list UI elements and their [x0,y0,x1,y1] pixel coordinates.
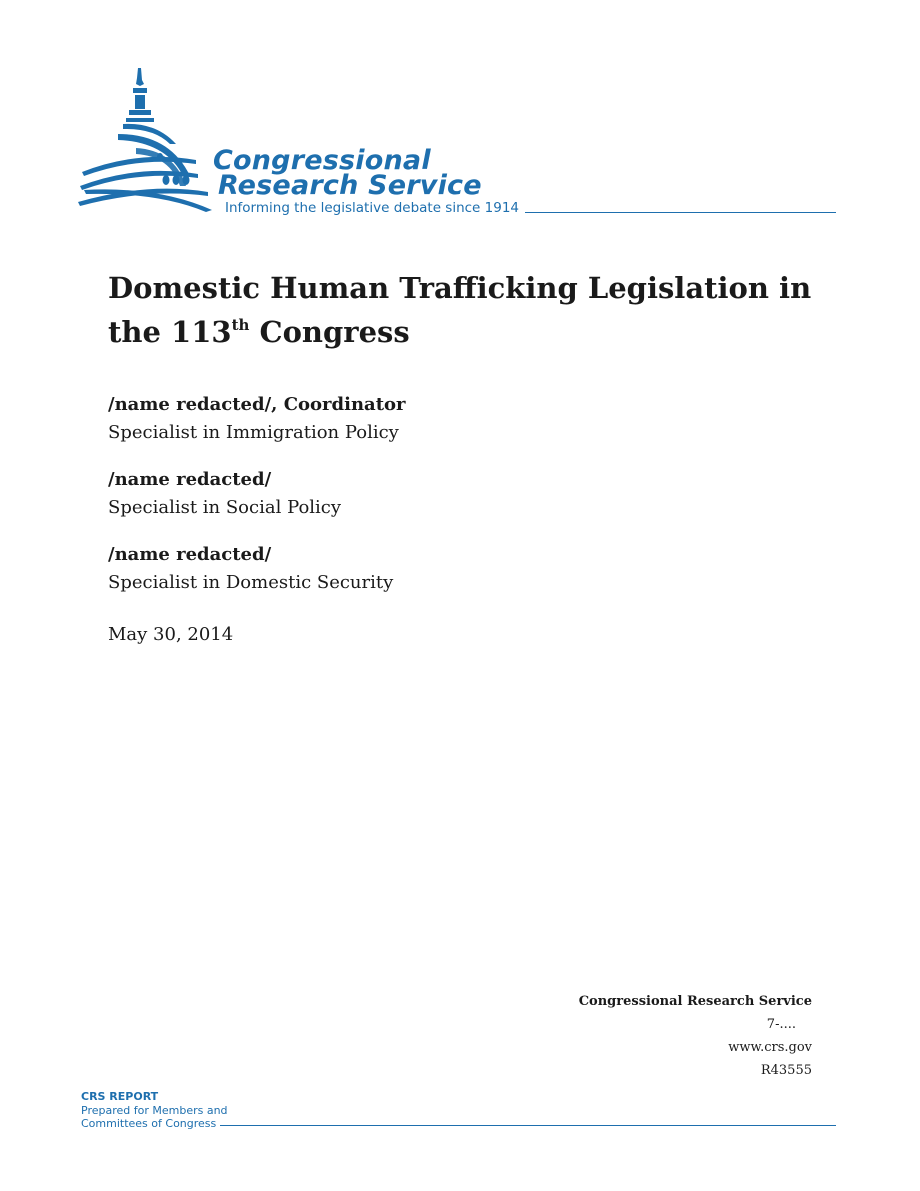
footer-label: CRS REPORT [81,1090,159,1103]
author-block [108,541,393,597]
title-line-2 [108,310,828,354]
author-role: Specialist in Domestic Security [108,572,394,593]
contact-phone: 7-.... [766,1017,796,1032]
footer-rule [220,1125,836,1126]
author-name: /name redacted/ [108,544,272,565]
title-prefix: the 113 [108,315,232,349]
tagline-rule [525,212,836,213]
report-number: R43555 [760,1063,812,1078]
crs-report-footer [81,1090,228,1131]
author-block [108,466,341,522]
title-suffix: Congress [249,315,410,349]
capitol-dome-icon [78,64,228,224]
crs-logo [78,64,848,224]
brand-line-1: Congressional [213,145,431,176]
author-name: /name redacted/ [108,469,272,490]
author-block [108,391,406,447]
brand-line-2: Research Service [218,170,482,201]
author-role: Specialist in Immigration Policy [108,422,399,443]
contact-website[interactable]: www.crs.gov [728,1040,812,1055]
publication-date: May 30, 2014 [108,624,234,645]
author-role: Specialist in Social Policy [108,497,342,518]
footer-line-2: Committees of Congress [81,1117,217,1130]
document-title [108,266,828,354]
footer-line-1: Prepared for Members and [81,1103,228,1117]
title-line-1: Domestic Human Trafficking Legislation in [108,271,812,305]
title-superscript: th [231,316,250,334]
contact-org: Congressional Research Service [578,994,812,1009]
tagline: Informing the legislative debate since 1914 [225,200,520,216]
author-name: /name redacted/, Coordinator [108,394,406,415]
contact-block [579,990,812,1082]
